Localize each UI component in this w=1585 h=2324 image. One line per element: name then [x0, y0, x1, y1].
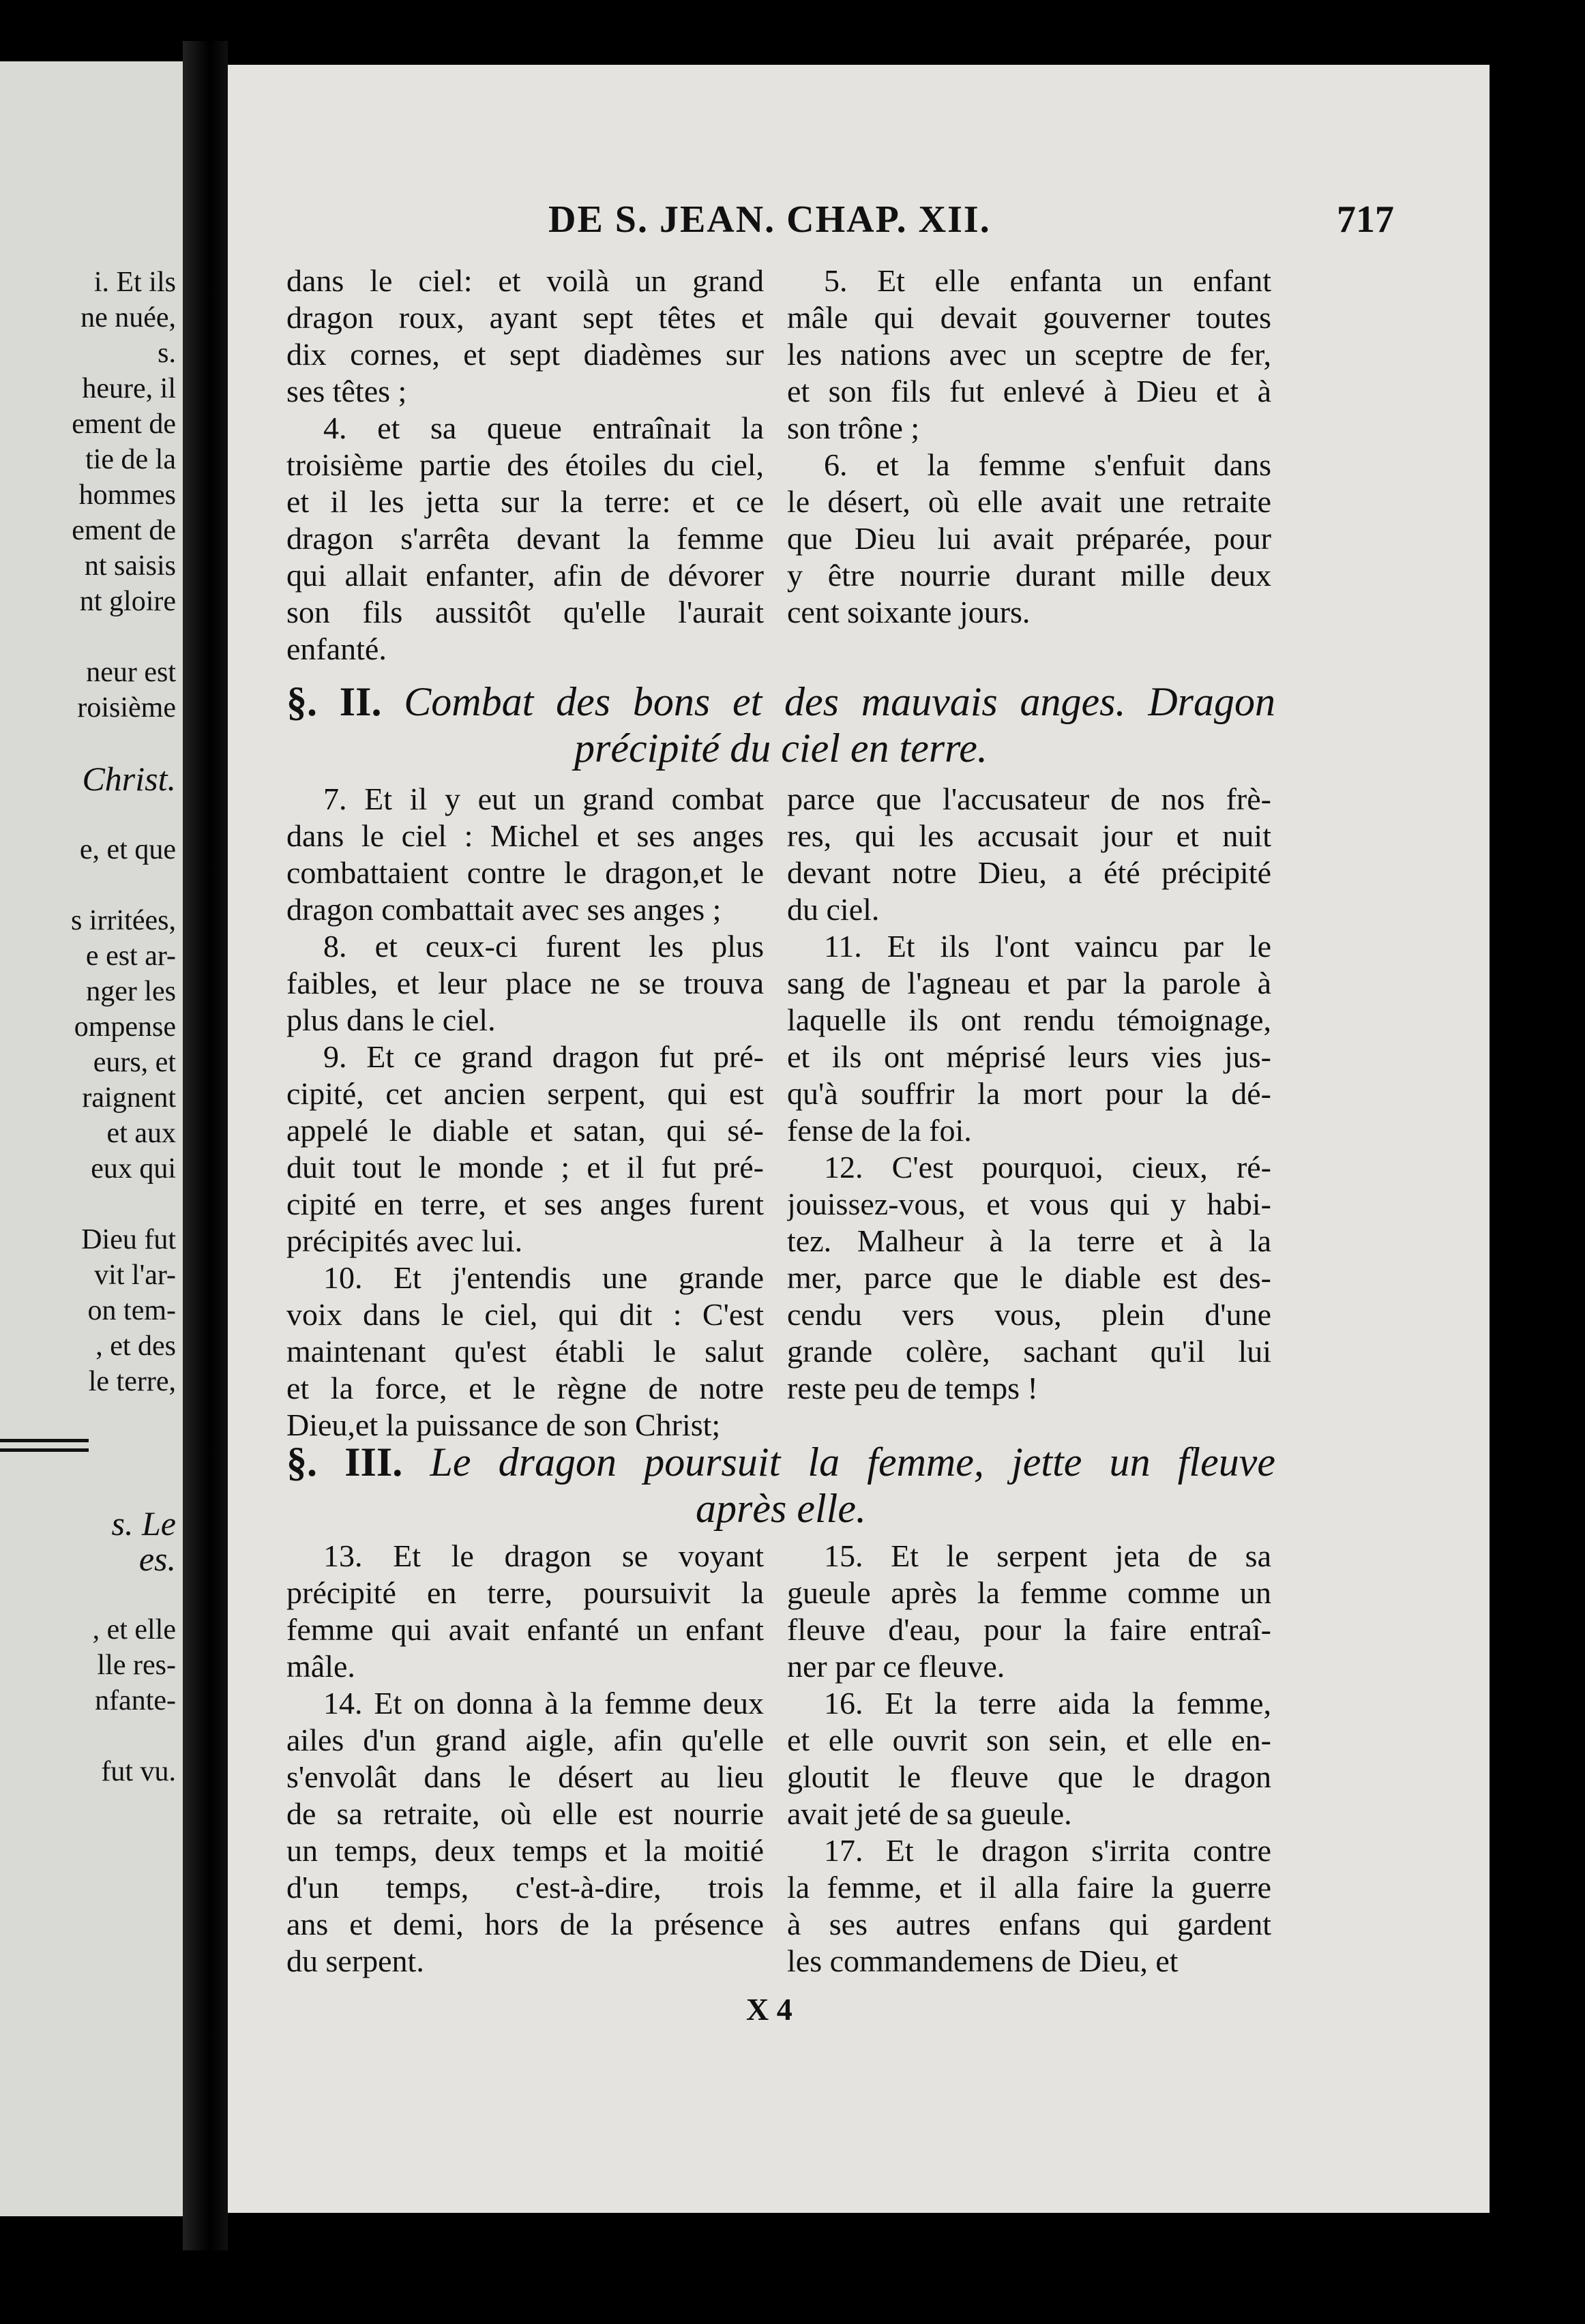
text-line: à ses autres enfans qui gardent: [787, 1907, 1271, 1941]
text-line: dans le ciel : Michel et ses anges: [286, 818, 764, 853]
left-page-line: on tem-: [87, 1295, 176, 1326]
text-line: parce que l'accusateur de nos frè-: [787, 781, 1271, 816]
text-line: son trône ;: [787, 411, 920, 445]
left-page-line: roisième: [77, 692, 176, 724]
block3-left-column: [286, 1538, 764, 1980]
left-page-line: nt saisis: [84, 550, 176, 582]
left-page-line: , et elle: [92, 1614, 176, 1645]
text-line: cipité en terre, et ses anges furent: [286, 1187, 764, 1221]
text-line: Dieu,et la puissance de son Christ;: [286, 1407, 721, 1442]
book-page: [228, 65, 1490, 2213]
text-line: 13. Et le dragon se voyant: [323, 1538, 764, 1573]
text-line: 12. C'est pourquoi, cieux, ré-: [824, 1150, 1271, 1185]
section-3-title-line1: Le dragon poursuit la femme, jette un fleuve: [430, 1440, 1275, 1485]
section-3-title-line2: après elle.: [696, 1486, 866, 1531]
text-line: 5. Et elle enfanta un enfant: [824, 263, 1271, 298]
text-line: de sa retraite, où elle est nourrie: [286, 1796, 764, 1831]
section-2-heading: [286, 679, 1275, 771]
left-page-line: vit l'ar-: [94, 1260, 176, 1291]
left-page-line: neur est: [86, 657, 176, 688]
left-page-line: s irritées,: [71, 905, 176, 936]
text-line: 4. et sa queue entraînait la: [323, 411, 764, 445]
text-line: les nations avec un sceptre de fer,: [787, 337, 1271, 372]
left-page-line: lle res-: [97, 1650, 176, 1681]
block1-left-column: [286, 263, 764, 668]
left-page-line: Christ.: [82, 760, 176, 798]
block2-left-column: [286, 781, 764, 1444]
text-line: 7. Et il y eut un grand combat: [323, 781, 764, 816]
section-2-title-line2: précipité du ciel en terre.: [574, 726, 988, 771]
text-line: maintenant qu'est établi le salut: [286, 1334, 764, 1369]
text-line: dans le ciel: et voilà un grand: [286, 263, 764, 298]
left-page-line: eux qui: [91, 1153, 176, 1185]
left-page-line: eurs, et: [93, 1047, 176, 1078]
text-line: et il les jetta sur la terre: et ce: [286, 484, 764, 519]
text-line: qui allait enfanter, afin de dévorer: [286, 558, 764, 593]
text-line: grande colère, sachant qu'il lui: [787, 1334, 1271, 1369]
text-line: 10. Et j'entendis une grande: [323, 1260, 764, 1295]
text-line: 11. Et ils l'ont vaincu par le: [824, 929, 1271, 964]
text-line: et elle ouvrit son sein, et elle en-: [787, 1723, 1271, 1757]
text-line: devant notre Dieu, a été précipité: [787, 855, 1271, 890]
left-page-line: , et des: [95, 1330, 176, 1362]
running-header: [228, 198, 1490, 245]
left-page-line: ompense: [74, 1011, 176, 1043]
text-line: ailes d'un grand aigle, afin qu'elle: [286, 1723, 764, 1757]
text-line: combattaient contre le dragon,et le: [286, 855, 764, 890]
text-line: que Dieu lui avait préparée, pour: [787, 521, 1271, 556]
text-line: les commandemens de Dieu, et: [787, 1943, 1179, 1978]
left-page-line: Dieu fut: [81, 1224, 176, 1255]
left-page-line: nfante-: [95, 1685, 176, 1716]
text-line: 15. Et le serpent jeta de sa: [824, 1538, 1271, 1573]
text-line: appelé le diable et satan, qui sé-: [286, 1113, 764, 1148]
text-line: jouissez-vous, et vous qui y habi-: [787, 1187, 1271, 1221]
text-line: gloutit le fleuve que le dragon: [787, 1759, 1271, 1794]
block1-right-column: [787, 263, 1271, 631]
double-rule: [0, 1439, 89, 1442]
text-line: sang de l'agneau et par la parole à: [787, 966, 1271, 1000]
left-page-line: ement de: [72, 515, 176, 546]
text-line: la femme, et il alla faire la guerre: [787, 1870, 1271, 1905]
text-line: 8. et ceux-ci furent les plus: [323, 929, 764, 964]
text-line: ner par ce fleuve.: [787, 1649, 1005, 1684]
text-line: le désert, où elle avait une retraite: [787, 484, 1271, 519]
section-2-title-line1: Combat des bons et des mauvais anges. Dragon: [404, 679, 1275, 724]
left-page-line: e, et que: [79, 834, 176, 865]
text-line: laquelle ils ont rendu témoignage,: [787, 1002, 1271, 1037]
page-number: 717: [1337, 198, 1394, 241]
text-line: cent soixante jours.: [787, 595, 1031, 629]
text-line: duit tout le monde ; et il fut pré-: [286, 1150, 764, 1185]
text-line: res, qui les accusait jour et nuit: [787, 818, 1271, 853]
text-line: reste peu de temps !: [787, 1371, 1038, 1405]
text-line: fense de la foi.: [787, 1113, 972, 1148]
text-line: et la force, et le règne de notre: [286, 1371, 764, 1405]
left-page-line: heure, il: [82, 373, 176, 404]
text-line: et ils ont méprisé leurs vies jus-: [787, 1039, 1271, 1074]
left-page-line: tie de la: [85, 444, 176, 475]
text-line: son fils aussitôt qu'elle l'aurait: [286, 595, 764, 629]
text-line: troisième partie des étoiles du ciel,: [286, 447, 764, 482]
left-page-line: nt gloire: [79, 586, 176, 617]
running-title: DE S. JEAN. CHAP. XII.: [548, 198, 991, 241]
left-page-line: fut vu.: [101, 1756, 176, 1787]
text-line: dragon roux, ayant sept têtes et: [286, 300, 764, 335]
text-line: fleuve d'eau, pour la faire entraî-: [787, 1612, 1271, 1647]
double-rule: [0, 1448, 89, 1452]
text-line: voix dans le ciel, qui dit : C'est: [286, 1297, 764, 1332]
text-line: plus dans le ciel.: [286, 1002, 496, 1037]
text-line: avait jeté de sa gueule.: [787, 1796, 1072, 1831]
text-line: cipité, cet ancien serpent, qui est: [286, 1076, 764, 1111]
left-page-fragment: [0, 61, 183, 2216]
text-line: dragon combattait avec ses anges ;: [286, 892, 722, 927]
text-line: faibles, et leur place ne se trouva: [286, 966, 764, 1000]
left-page-line: nger les: [86, 976, 176, 1007]
text-line: ans et demi, hors de la présence: [286, 1907, 764, 1941]
left-page-line: s. Le: [111, 1504, 176, 1543]
left-page-line: s.: [158, 338, 176, 369]
text-line: cendu vers vous, plein d'une: [787, 1297, 1271, 1332]
text-line: 9. Et ce grand dragon fut pré-: [323, 1039, 764, 1074]
text-line: qu'à souffrir la mort pour la dé-: [787, 1076, 1271, 1111]
text-line: tez. Malheur à la terre et à la: [787, 1223, 1271, 1258]
signature-mark: X 4: [746, 1992, 792, 2027]
text-line: précipité en terre, poursuivit la: [286, 1575, 764, 1610]
block3-right-column: [787, 1538, 1271, 1980]
text-line: d'un temps, c'est-à-dire, trois: [286, 1870, 764, 1905]
section-2-number: §. II.: [286, 679, 382, 724]
text-line: mer, parce que le diable est des-: [787, 1260, 1271, 1295]
text-line: y être nourrie durant mille deux: [787, 558, 1271, 593]
left-page-line: raignent: [82, 1082, 176, 1114]
left-page-line: e est ar-: [85, 940, 176, 972]
text-line: un temps, deux temps et la moitié: [286, 1833, 764, 1868]
text-line: mâle.: [286, 1649, 355, 1684]
text-line: 17. Et le dragon s'irrita contre: [824, 1833, 1271, 1868]
section-3-heading: [286, 1439, 1275, 1532]
text-line: ses têtes ;: [286, 374, 407, 408]
left-page-line: hommes: [78, 479, 176, 511]
text-line: 14. Et on donna à la femme deux: [323, 1686, 764, 1720]
section-3-number: §. III.: [286, 1440, 403, 1485]
text-line: et son fils fut enlevé à Dieu et à: [787, 374, 1271, 408]
left-page-line: ement de: [72, 408, 176, 440]
block2-right-column: [787, 781, 1271, 1407]
left-page-line: et aux: [106, 1118, 176, 1149]
left-page-line: es.: [138, 1540, 176, 1578]
text-line: femme qui avait enfanté un enfant: [286, 1612, 764, 1647]
text-line: du ciel.: [787, 892, 880, 927]
text-line: 6. et la femme s'enfuit dans: [824, 447, 1271, 482]
text-line: précipités avec lui.: [286, 1223, 523, 1258]
text-line: enfanté.: [286, 631, 387, 666]
text-line: 16. Et la terre aida la femme,: [824, 1686, 1271, 1720]
book-spine-shadow: [183, 41, 228, 2250]
text-line: dragon s'arrêta devant la femme: [286, 521, 764, 556]
text-line: s'envolât dans le désert au lieu: [286, 1759, 764, 1794]
text-line: gueule après la femme comme un: [787, 1575, 1271, 1610]
text-line: mâle qui devait gouverner toutes: [787, 300, 1271, 335]
text-line: du serpent.: [286, 1943, 424, 1978]
left-page-line: le terre,: [88, 1366, 176, 1397]
left-page-line: ne nuée,: [80, 302, 176, 333]
text-line: dix cornes, et sept diadèmes sur: [286, 337, 764, 372]
left-page-line: i. Et ils: [93, 267, 176, 298]
